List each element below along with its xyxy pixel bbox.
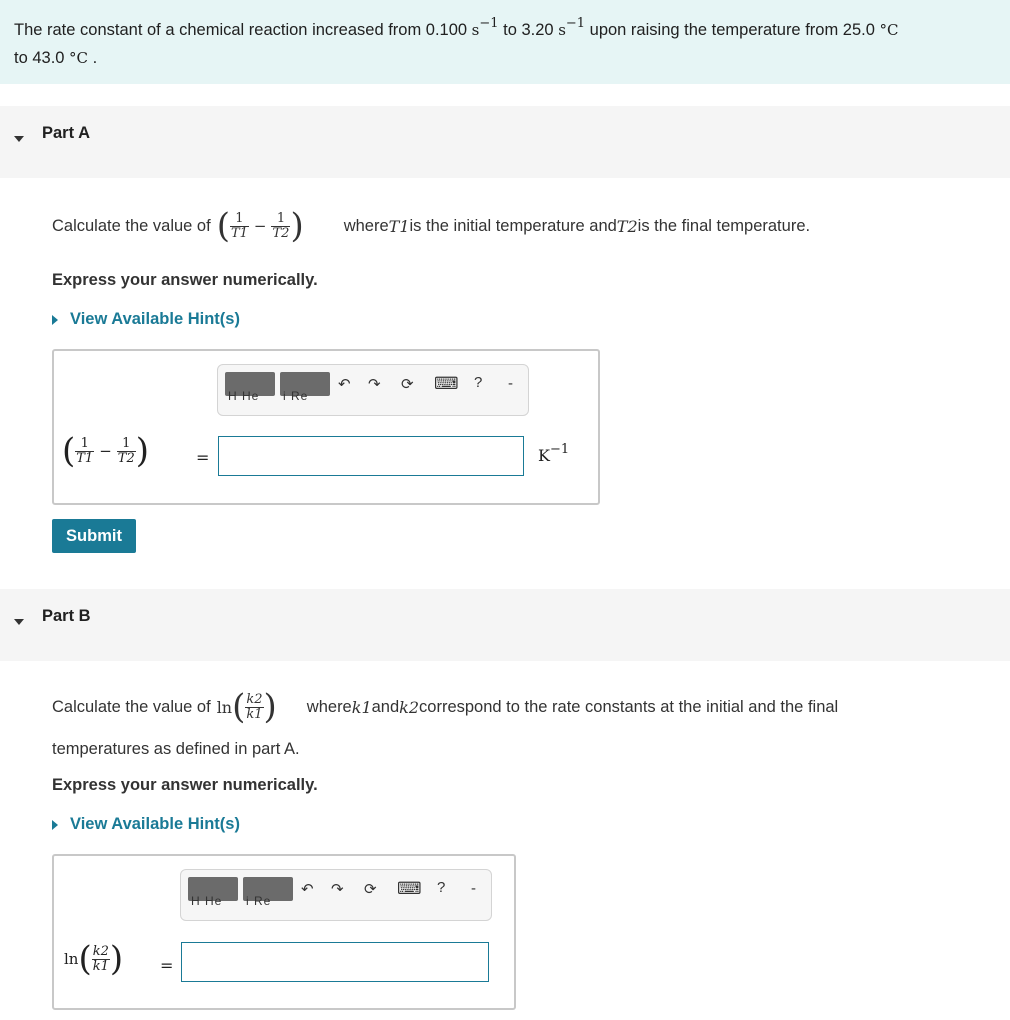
keyboard-icon[interactable]: ⌨ xyxy=(434,374,459,393)
part-a-header[interactable] xyxy=(0,106,1010,178)
expand-caret-icon xyxy=(52,820,58,830)
more-icon[interactable]: - xyxy=(471,880,476,897)
part-b-answer-panel xyxy=(52,854,516,1010)
part-a-title: Part A xyxy=(42,124,90,142)
answer-label-expression: ln ( $\frac{k2}{k1}$ ) xyxy=(64,939,124,979)
math-toolbar xyxy=(217,364,529,416)
collapse-caret-icon[interactable] xyxy=(14,619,24,625)
collapse-caret-icon[interactable] xyxy=(14,136,24,142)
keyboard-icon[interactable]: ⌨ xyxy=(397,879,422,898)
templates-button[interactable]: H He xyxy=(225,372,275,396)
part-b-question-line2: temperatures as defined in part A. xyxy=(52,740,300,758)
symbols-button[interactable]: i Re xyxy=(243,877,293,901)
math-toolbar xyxy=(180,869,492,921)
redo-icon[interactable]: ↷ xyxy=(368,376,381,393)
part-a-question: Calculate the value of ( $\frac{1}{T1}$ − $\frac{1}{T2}$ ) where T1 is the initial temperature and T2 is the final temperature. xyxy=(52,206,811,246)
more-icon[interactable]: - xyxy=(508,375,513,392)
redo-icon[interactable]: ↷ xyxy=(331,881,344,898)
reset-icon[interactable]: ⟳ xyxy=(401,376,414,393)
part-a-hint-link[interactable]: View Available Hint(s) xyxy=(52,310,240,329)
part-b-answer-input[interactable] xyxy=(181,942,489,982)
part-a-instruction: Express your answer numerically. xyxy=(52,271,318,289)
part-a-answer-panel xyxy=(52,349,600,505)
help-icon[interactable]: ? xyxy=(474,374,483,391)
undo-icon[interactable]: ↶ xyxy=(338,376,351,393)
submit-button[interactable]: Submit xyxy=(52,519,136,553)
inverse-temperature-expression: ( $\frac{1}{T1}$ − $\frac{1}{T2}$ ) xyxy=(216,206,304,246)
answer-label-expression: ( $\frac{1}{T1}$ − $\frac{1}{T2}$ ) xyxy=(62,431,150,471)
part-b-title: Part B xyxy=(42,607,91,625)
help-icon[interactable]: ? xyxy=(437,879,446,896)
symbols-button[interactable]: i Re xyxy=(280,372,330,396)
part-b-instruction: Express your answer numerically. xyxy=(52,776,318,794)
equals-sign: = xyxy=(196,448,210,467)
answer-unit: $K^{-1}$ xyxy=(538,442,570,465)
equals-sign: = xyxy=(160,956,174,975)
part-b-question: Calculate the value of ln ( $\frac{k2}{k1}$ ) where k1 and k2 correspond to the rate constants at the initial and the final xyxy=(52,687,839,727)
log-ratio-expression: ln ( $\frac{k2}{k1}$ ) xyxy=(216,687,277,727)
part-a-answer-input[interactable] xyxy=(218,436,524,476)
problem-statement: The rate constant of a chemical reaction increased from 0.100 $s^{-1}$ to 3.20 $s^{-1}$ upon raising the temperature from 25.0 °C to 43.0 °C . xyxy=(14,16,899,67)
templates-button[interactable]: H He xyxy=(188,877,238,901)
undo-icon[interactable]: ↶ xyxy=(301,881,314,898)
reset-icon[interactable]: ⟳ xyxy=(364,881,377,898)
part-b-header[interactable] xyxy=(0,589,1010,661)
expand-caret-icon xyxy=(52,315,58,325)
part-b-hint-link[interactable]: View Available Hint(s) xyxy=(52,815,240,834)
